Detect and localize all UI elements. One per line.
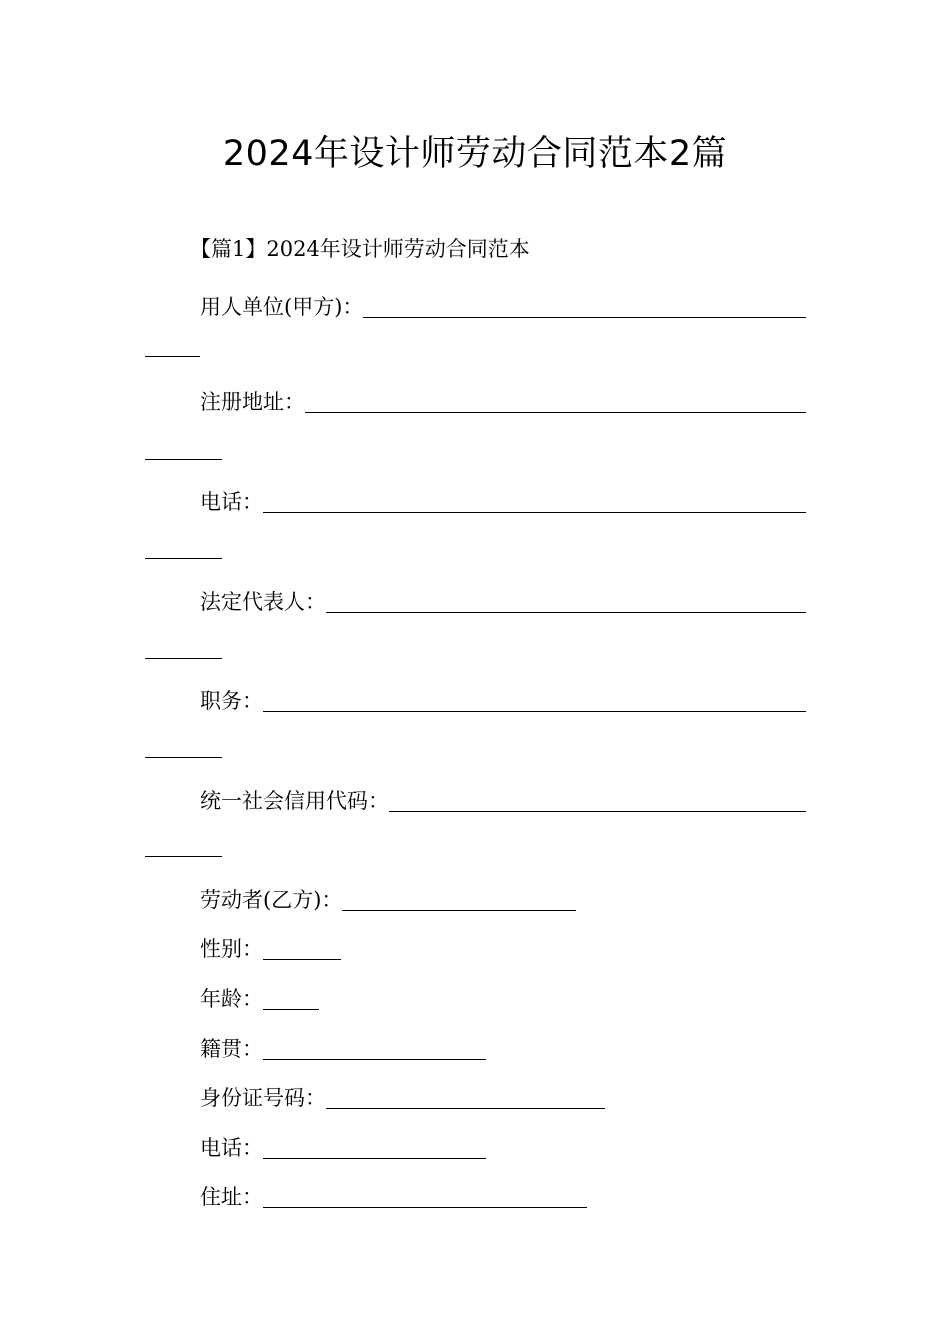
- fill-blank[interactable]: [389, 810, 806, 812]
- field-registered-address: [200, 385, 806, 419]
- document-title: 2024年设计师劳动合同范本2篇: [222, 134, 728, 174]
- field-label: 电话：: [200, 490, 263, 514]
- field-label: 性别：: [200, 937, 263, 961]
- field-id-number: [200, 1081, 605, 1115]
- field-label: 年龄：: [200, 987, 263, 1011]
- fill-blank-continued[interactable]: [145, 757, 222, 758]
- fill-blank-continued[interactable]: [145, 658, 222, 659]
- field-gender: [200, 932, 341, 966]
- field-label: 职务：: [200, 689, 263, 713]
- field-credit-code: [200, 784, 806, 818]
- field-legal-representative: [200, 585, 806, 619]
- field-label: 法定代表人：: [200, 590, 326, 614]
- field-age: [200, 982, 319, 1016]
- field-label: 统一社会信用代码：: [200, 789, 389, 813]
- field-employer: [200, 290, 806, 324]
- fill-blank-continued[interactable]: [145, 558, 222, 559]
- fill-blank[interactable]: [263, 1157, 486, 1159]
- fill-blank[interactable]: [342, 909, 576, 911]
- field-employer-phone: [200, 485, 806, 519]
- fill-blank[interactable]: [363, 316, 806, 318]
- fill-blank[interactable]: [263, 511, 806, 513]
- fill-blank[interactable]: [326, 1107, 605, 1109]
- field-employee-phone: [200, 1131, 486, 1165]
- field-label: 注册地址：: [200, 390, 305, 414]
- field-employee: [200, 883, 576, 917]
- field-label: 籍贯：: [200, 1037, 263, 1061]
- fill-blank-continued[interactable]: [145, 856, 222, 857]
- fill-blank[interactable]: [263, 958, 341, 960]
- field-label: 电话：: [200, 1136, 263, 1160]
- fill-blank[interactable]: [305, 411, 806, 413]
- fill-blank[interactable]: [263, 710, 806, 712]
- field-label: 用人单位(甲方)：: [200, 295, 364, 319]
- fill-blank-continued[interactable]: [145, 459, 222, 460]
- field-position: [200, 684, 806, 718]
- fill-blank[interactable]: [326, 611, 806, 613]
- field-label: 身份证号码：: [200, 1086, 326, 1110]
- section-heading: 【篇1】2024年设计师劳动合同范本: [190, 237, 530, 261]
- fill-blank[interactable]: [263, 1206, 587, 1208]
- fill-blank-continued[interactable]: [145, 356, 200, 357]
- fill-blank[interactable]: [263, 1058, 486, 1060]
- field-label: 住址：: [200, 1185, 263, 1209]
- field-label: 劳动者(乙方)：: [200, 888, 343, 912]
- fill-blank[interactable]: [263, 1008, 319, 1010]
- field-native-place: [200, 1032, 486, 1066]
- field-address: [200, 1180, 587, 1214]
